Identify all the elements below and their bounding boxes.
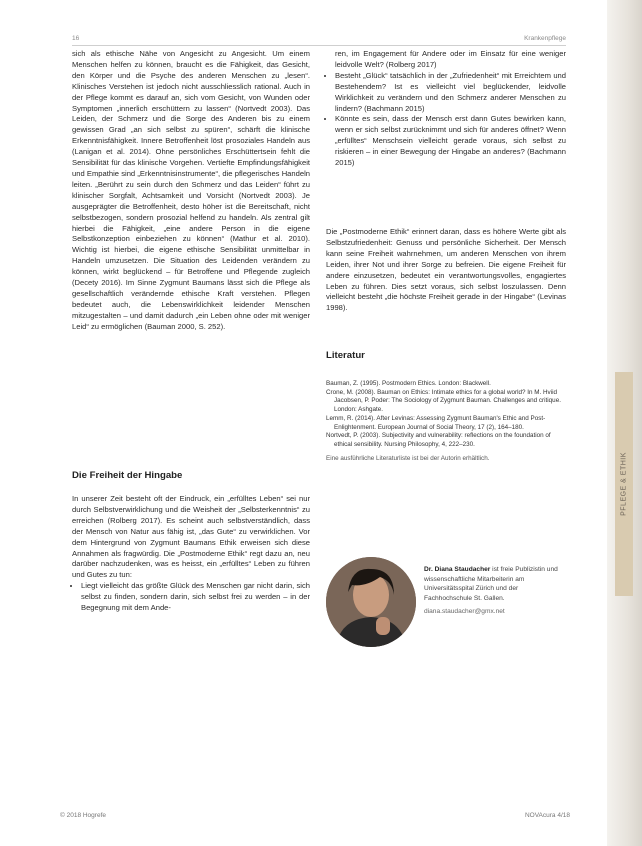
bullet-item: • Könnte es sein, dass der Mensch erst dann Gutes bewirken kann, wenn er sich selbst zurücknimmt und sich für anderes öffnet? Wenn „erfülltes“ Menschsein vielleicht gerade voraus, sich selbst zu riskieren – in einer Bewegung der Hingabe an anderes? (Bachmann 2015) bbox=[335, 114, 566, 169]
journal-name: Krankenpflege bbox=[524, 35, 566, 42]
left-column bbox=[72, 49, 310, 333]
right-column bbox=[326, 49, 566, 169]
author-bio: ist freie Publizistin und wissenschaftliche Mitarbeiterin am Universitätsspital Zürich und der Fachhochschule St. Gallen. bbox=[424, 566, 558, 602]
footer-copyright: © 2018 Hogrefe bbox=[60, 812, 106, 819]
body-paragraph: In unserer Zeit besteht oft der Eindruck, ein „erfülltes Leben“ sei nur durch Selbstverwirklichung und die Weisheit der „Selbsterkenntnis“ zu erreichen (Rolberg 2017). Es scheint auch selbstverständlich, dass der Mensch von Natur aus fähig ist, „das Gute“ zu verwirklichen. Vor dem Hintergrund von Zygmunt Baumans Ethik erweisen sich diese Annahmen als fragwürdig. Die „Postmoderne Ethik“ regt dazu an, neu darüber nachzudenken, was es heisst, ein „erfülltes“ Leben zu führen und Gutes zu tun: bbox=[72, 494, 310, 580]
bullet-list bbox=[326, 49, 566, 71]
reference-item: Bauman, Z. (1995). Postmodern Ethics. London: Blackwell. bbox=[326, 380, 491, 387]
literature-note: Eine ausführliche Literaturliste ist bei der Autorin erhältlich. bbox=[326, 454, 490, 462]
author-info bbox=[424, 565, 564, 617]
author-email[interactable]: diana.staudacher@gmx.net bbox=[424, 608, 505, 615]
running-header bbox=[72, 33, 566, 46]
bullet-list bbox=[72, 581, 310, 614]
reference-item: Lemm, R. (2014). After Levinas: Assessing Zygmunt Bauman's Ethic and Post-Enlightenment. European Journal of Social Theory, 17 (2), 164–180. bbox=[326, 414, 546, 431]
body-paragraph: Die „Postmoderne Ethik“ erinnert daran, dass es höhere Werte gibt als Selbstzufriedenheit: Genuss und persönliche Sicherheit. Der Mensch kann seine Freiheit wahrnehmen, um anderen Menschen von ihrem Leiden, ihrer Not und ihrer Sorge zu befreien. Die eigene Freiheit für andere einzusetzen, bedeutet ein verantwortungsvolles, engagiertes Leben zu führen. Dies setzt voraus, sich selbst loszulassen. Denn vielleicht besteht „die höchste Freiheit gerade in der Hingabe“ (Levinas 1998). bbox=[326, 227, 566, 313]
section-heading: Die Freiheit der Hingabe bbox=[72, 470, 183, 481]
literature-heading: Literatur bbox=[326, 350, 365, 361]
bullet-item: • Besteht „Glück“ tatsächlich in der „Zufriedenheit“ mit Erreichtem und Bestehendem? Ist es vielleicht viel beglückender, leidvolle Wirklichkeit zu verändern und den Schmerz anderer Menschen zu lindern? (Bachmann 2015) bbox=[335, 71, 566, 115]
footer-issue: NOVAcura 4/18 bbox=[524, 812, 570, 819]
page-number: 16 bbox=[72, 35, 80, 42]
author-name: Dr. Diana Staudacher bbox=[424, 566, 491, 573]
author-photo bbox=[326, 557, 416, 647]
reference-item: Crone, M. (2008). Bauman on Ethics: Intimate ethics for a global world? In M. Hviid Jacobsen, P. Poder: The Sociology of Zygmunt Bauman. Challenges and critique. London: Ashgate. bbox=[326, 388, 561, 414]
right-column-paragraph bbox=[326, 227, 566, 314]
literature-list bbox=[326, 380, 566, 463]
section-tab-label: PFLEGE & ETHIK bbox=[620, 452, 628, 516]
reference-item: Nortvedt, P. (2003). Subjectivity and vulnerability: reflections on the foundation of ethical sensibility. Nursing Philosophy, 4, 222–230. bbox=[326, 432, 551, 448]
left-column-section bbox=[72, 494, 310, 614]
author-portrait-icon bbox=[326, 557, 416, 647]
bullet-list bbox=[326, 71, 566, 169]
bullet-item: • Liegt vielleicht das größte Glück des Menschen gar nicht darin, sich selbst zu finden, sondern darin, sich selbst frei zu werden – in der Begegnung mit dem Ande- bbox=[81, 581, 310, 614]
bullet-continuation: ren, im Engagement für Andere oder im Einsatz für eine weniger leidvolle Welt? (Rolberg 2017) bbox=[335, 49, 566, 69]
body-paragraph: sich als ethische Nähe von Angesicht zu Angesicht. Um einem Menschen helfen zu können, braucht es die Fähigkeit, das Gesicht, den Körper und die Psyche des anderen Menschen zu „lesen“. Klinisches Verstehen ist jedoch nicht ausschliesslich rational. Auch in der Pflege kommt es darauf an, sich vom Gesicht, von Wunden oder Symptomen „innerlich erschüttern zu lassen“ (Nortvedt 2003). Das Leiden, der Schmerz und die Sorge des Anderen bis zu einem gewissen Grad „an sich selbst zu spüren“, schärft die klinische Erkenntnisfähigkeit. Innere Betroffenheit löst prosoziales Handeln aus (Lanigan et al. 2014). Ohne persönliches Erschüttertsein fehlt die Sensibilität für das klinische Vorgehen. Vertiefte Empfindungsfähigkeit und Empathie sind „Erkenntnisinstrumente“, die pflegerisches Handeln leiten. „Berührt zu sein durch den Schmerz und das Leiden“ führt zu klinischer Sorgfalt, Achtsamkeit und Vorsicht (Nortvedt 2003). Je ausgeprägter die Betroffenheit, desto höher ist die Bereitschaft, nicht selbstbezogen, sondern prosozial helfend zu handeln. Als zentral gilt hierbei die Fähigkeit, „eine andere Person in die eigene Selbstkonzeption einbeziehen zu können“ (Mathur et al. 2010). Wichtig ist hierbei, die eigene ethische Sensibilität unmittelbar in Handeln umzusetzen. Die Situation des Leidenden verändern zu können, wirkt beglückend – für Betroffene und Pflegende zugleich (Decety 2016). Im Sinne Zygmunt Baumans lässt sich die Pflege als gesellschaftlich verändernde ethische Kraft verstehen. Pflegen bedeutet auch, die Lebenswirklichkeit leidender Menschen mitzugestalten – und damit dadurch „ein Leben ohne oder mit weniger Leid“ zu ermöglichen (Bauman 2000, S. 252). bbox=[72, 49, 310, 331]
